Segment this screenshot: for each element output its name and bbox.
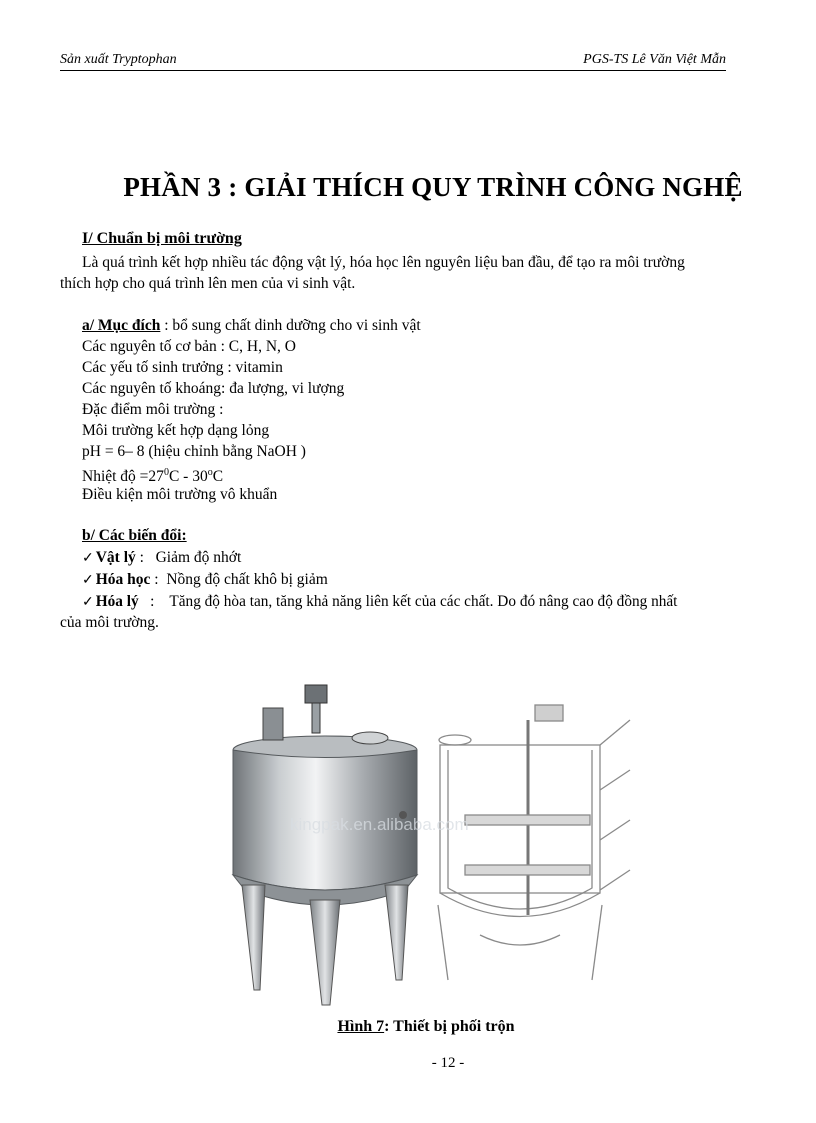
header-left: Sản xuất Tryptophan: [60, 52, 177, 67]
figure-caption: Hình 7: Thiết bị phối trộn: [337, 1018, 515, 1035]
check-icon: ✓: [82, 573, 94, 588]
intro-line-2: thích hợp cho quá trình lên men của vi sinh vật.: [60, 275, 356, 292]
change-item-physical: ✓ Vật lý : Giảm độ nhớt: [82, 549, 242, 566]
section-heading: I/ Chuẩn bị môi trường: [82, 230, 242, 247]
change-item-chemical: ✓ Hóa học : Nồng độ chất khô bị giảm: [82, 571, 328, 588]
change-continuation: của môi trường.: [60, 614, 159, 631]
purpose-line: [82, 315, 421, 336]
watermark-text: kingpak.en.alibaba.com: [290, 815, 469, 834]
purpose-text: : bổ sung chất dinh dưỡng cho vi sinh vật: [160, 317, 421, 334]
header-right: PGS-TS Lê Văn Việt Mẫn: [583, 52, 726, 67]
purpose-item: Môi trường kết hợp dạng lỏng: [82, 422, 270, 439]
purpose-item: Các yếu tố sinh trưởng : vitamin: [82, 359, 283, 376]
mixing-tank-illustration: [210, 650, 637, 1018]
purpose-item: Các nguyên tố khoáng: đa lượng, vi lượng: [82, 380, 345, 397]
purpose-item: Điều kiện môi trường vô khuẩn: [82, 486, 278, 503]
tank-schematic: [438, 705, 630, 980]
check-icon: ✓: [82, 551, 94, 566]
purpose-item: Đặc điểm môi trường :: [82, 401, 224, 418]
purpose-item: pH = 6– 8 (hiệu chỉnh bằng NaOH ): [82, 443, 306, 460]
intro-line-1: Là quá trình kết hợp nhiều tác động vật lý, hóa học lên nguyên liệu ban đầu, để tạo ra môi trường: [82, 254, 685, 271]
temperature-line: Nhiệt độ $=27^0C - 30^oC$: [82, 467, 224, 486]
purpose-label: a/ Mục đích: [82, 317, 161, 334]
change-item-physicochemical: ✓ Hóa lý : Tăng độ hòa tan, tăng khả năng liên kết của các chất. Do đó nâng cao độ đồng nhất: [82, 593, 678, 610]
page-number: - 12 -: [431, 1055, 465, 1071]
mixing-equipment-figure: [210, 650, 637, 1018]
page-header: [60, 50, 726, 71]
page-title: PHẦN 3 : GIẢI THÍCH QUY TRÌNH CÔNG NGHỆ: [123, 172, 743, 202]
purpose-item: Các nguyên tố cơ bản : C, H, N, O: [82, 338, 296, 355]
changes-heading: b/ Các biến đổi:: [82, 527, 187, 544]
tank-photo: [233, 685, 417, 1005]
check-icon: ✓: [82, 595, 94, 610]
